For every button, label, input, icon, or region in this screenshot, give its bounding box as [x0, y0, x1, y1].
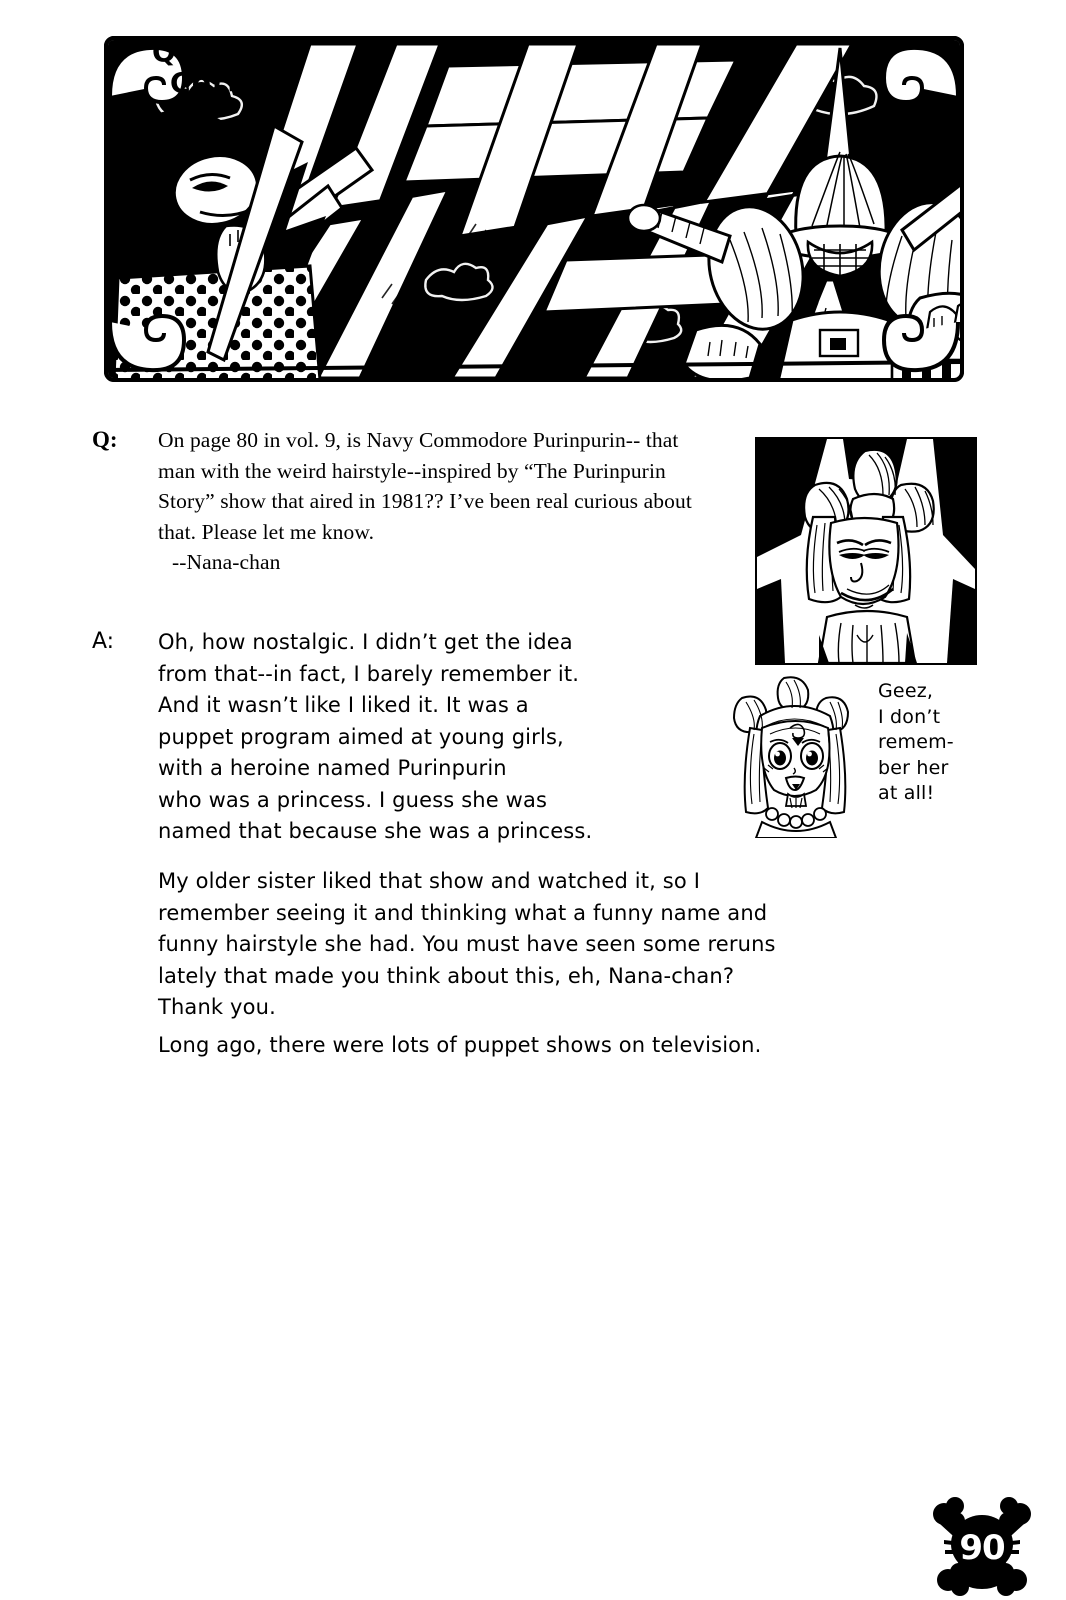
skull-icon: [928, 1492, 1036, 1596]
question-signature: --Nana-chan: [172, 550, 281, 574]
page-number-skull: [928, 1492, 1036, 1596]
answer-line: puppet program aimed at young girls,: [158, 724, 564, 749]
answer-label: A:: [92, 629, 115, 654]
page-title-line-1: Question: [151, 30, 304, 69]
answer-paragraph-2: [158, 866, 918, 1024]
answer-line: funny hairstyle she had. You must have seen some reruns: [158, 932, 776, 956]
answer-line: with a heroine named Purinpurin: [158, 756, 507, 780]
answer-line: Long ago, there were lots of puppet shows on television.: [158, 1033, 762, 1057]
answer-line: remember seeing it and thinking what a funny name and: [158, 900, 768, 925]
hero-panel-artwork: [96, 30, 972, 388]
speech-text-geez: [878, 679, 998, 807]
question-line: Please let me know.: [201, 519, 375, 544]
answer-line: My older sister liked that show and watched it, so I: [158, 869, 701, 893]
speech-line: ber her: [878, 756, 949, 779]
answer-line: Oh, how nostalgic. I didn’t get the idea: [158, 630, 573, 654]
question-line: On page 80 in vol. 9, is Navy Commodore Purinpurin--: [158, 428, 641, 452]
question-label: Q:: [92, 427, 118, 452]
answer-line: from that--in fact, I barely remember it.: [158, 661, 580, 686]
portrait-panel-purinpurin: [755, 437, 977, 665]
speech-line: Geez,: [878, 680, 934, 702]
question-line: real curious about that.: [158, 489, 692, 544]
question-text: [158, 425, 703, 578]
answer-paragraph-3: [158, 1030, 948, 1062]
chibi-artwork: [722, 672, 870, 838]
speech-line: at all!: [878, 782, 935, 804]
chibi-purinpurin-drawing: [722, 672, 870, 838]
page-number-value: 90: [959, 1528, 1005, 1568]
speech-line: remem-: [878, 731, 954, 753]
answer-line: And it wasn’t like I liked it. It was a: [158, 693, 529, 717]
page-title-line-2: Corner: [169, 63, 284, 100]
answer-line: lately that made you think about this, eh, Nana-chan?: [158, 963, 735, 988]
portrait-artwork: [757, 439, 975, 663]
speech-line: I don’t: [878, 705, 941, 728]
hero-illustration-panel: [96, 30, 972, 388]
answer-line: who was a princess. I guess she was: [158, 787, 548, 812]
answer-line: Thank you.: [158, 995, 276, 1019]
answer-paragraph-1: [158, 627, 718, 848]
question-line: Purinpurin Story” show that aired in 1981?? I’ve been: [158, 458, 666, 513]
question-line: that man with the weird hairstyle--inspired by “The: [158, 428, 679, 483]
answer-line: named that because she was a princess.: [158, 819, 593, 843]
